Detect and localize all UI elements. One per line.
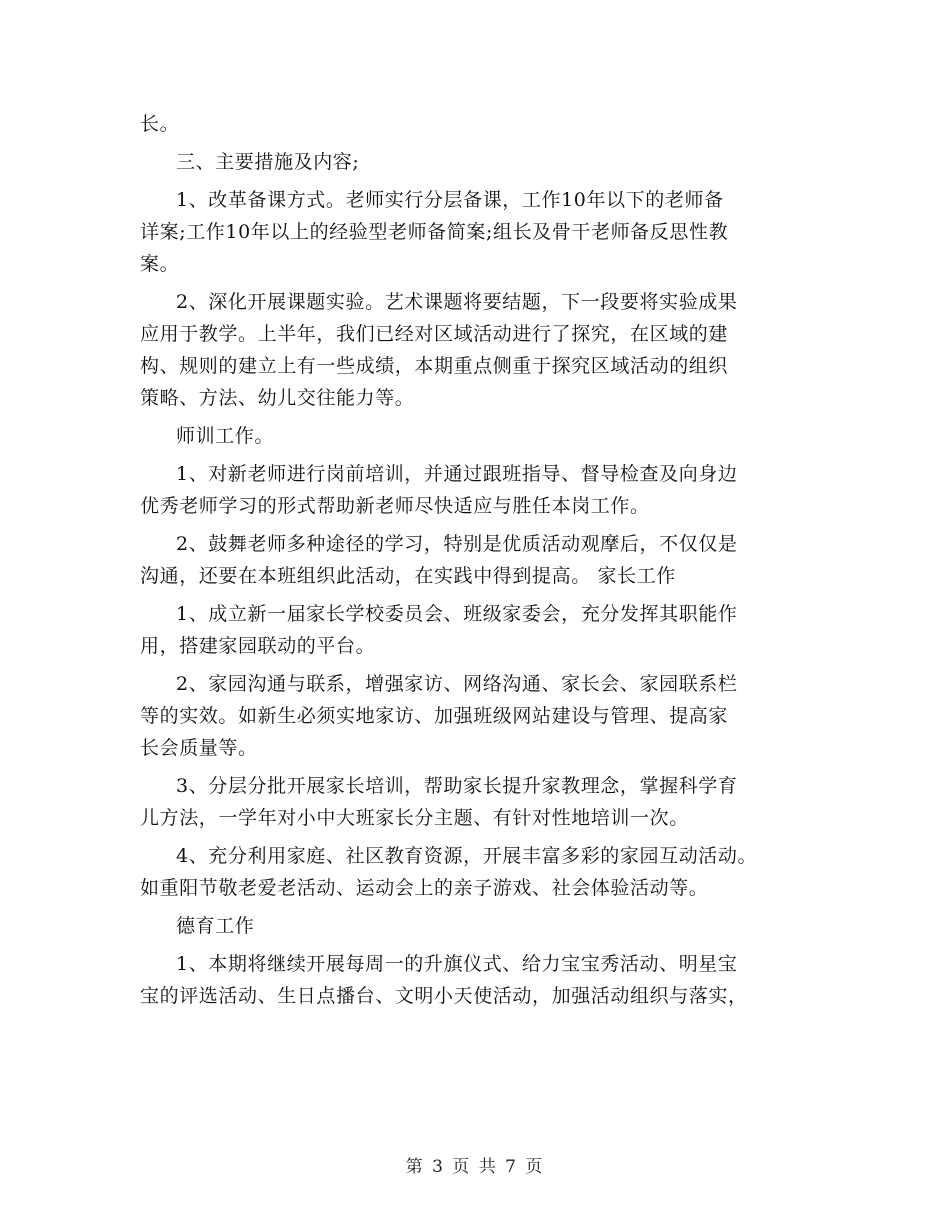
page-footer: 第 3 页 共 7 页: [405, 1157, 545, 1177]
text-line: 构、规则的建立上有一些成绩，本期重点侧重于探究区域活动的组织: [140, 355, 729, 377]
text-line: 德育工作: [176, 915, 255, 937]
text-line: 1、成立新一届家长学校委员会、班级家委会，充分发挥其职能作: [176, 603, 738, 625]
text-line: 宝的评选活动、生日点播台、文明小天使活动，加强活动组织与落实，: [140, 985, 748, 1007]
text-line: 1、本期将继续开展每周一的升旗仪式、给力宝宝秀活动、明星宝: [176, 953, 738, 975]
text-line: 1、改革备课方式。老师实行分层备课，工作10年以下的老师备: [176, 189, 724, 211]
text-line: 4、充分利用家庭、社区教育资源，开展丰富多彩的家园互动活动。: [176, 845, 758, 867]
text-line: 2、鼓舞老师多种途径的学习，特别是优质活动观摩后，不仅仅是: [176, 533, 738, 555]
text-line: 应用于教学。上半年，我们已经对区域活动进行了探究，在区域的建: [140, 323, 729, 345]
text-line: 2、家园沟通与联系，增强家访、网络沟通、家长会、家园联系栏: [176, 673, 738, 695]
text-line: 2、深化开展课题实验。艺术课题将要结题，下一段要将实验成果: [176, 291, 738, 313]
text-line: 长会质量等。: [140, 737, 258, 759]
text-line: 长。: [140, 113, 180, 135]
text-line: 等的实效。如新生必须实地家访、加强班级网站建设与管理、提高家: [140, 705, 729, 727]
text-line: 策略、方法、幼儿交往能力等。: [140, 387, 415, 409]
text-line: 用，搭建家园联动的平台。: [140, 635, 376, 657]
text-line: 师训工作。: [176, 425, 275, 447]
text-line: 3、分层分批开展家长培训，帮助家长提升家教理念，掌握科学育: [176, 775, 738, 797]
text-line: 优秀老师学习的形式帮助新老师尽快适应与胜任本岗工作。: [140, 495, 650, 517]
text-line: 案。: [140, 253, 180, 275]
text-line: 三、主要措施及内容;: [176, 151, 360, 173]
text-line: 沟通，还要在本班组织此活动，在实践中得到提高。 家长工作: [140, 565, 676, 587]
text-line: 1、对新老师进行岗前培训，并通过跟班指导、督导检查及向身边: [176, 463, 738, 485]
text-line: 如重阳节敬老爱老活动、运动会上的亲子游戏、社会体验活动等。: [140, 877, 709, 899]
document-body: [140, 108, 810, 1012]
text-line: 儿方法，一学年对小中大班家长分主题、有针对性地培训一次。: [140, 807, 689, 829]
text-line: 详案;工作10年以上的经验型老师备简案;组长及骨干老师备反思性教: [140, 221, 729, 243]
